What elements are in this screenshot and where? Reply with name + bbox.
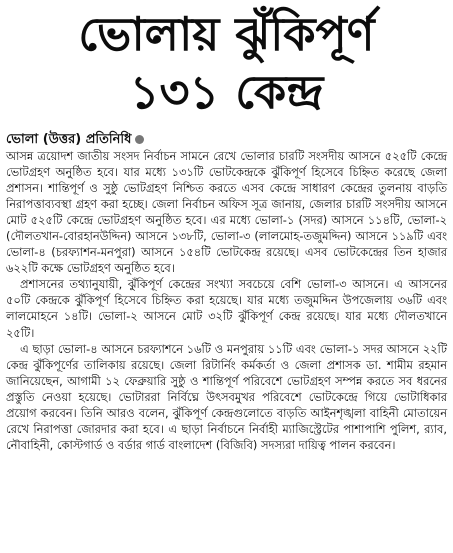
bullet-icon <box>135 135 144 144</box>
paragraph: প্রশাসনের তথ্যানুযায়ী, ঝুঁকিপূর্ণ কেন্দ্রের সংখ্যা সবচেয়ে বেশি ভোলা-৩ আসনে। এ আসনের ৫০টি কেন্দ্রকে ঝুঁকিপূর্ণ হিসেবে চিহ্নিত করা হয়েছে। যার মধ্যে তজুমদ্দিন উপজেলায় ৩৬টি এবং লালমোহনে ১৪টি। ভোলা-২ আসনে মোট ৩২টি ঝুঁকিপূর্ণ কেন্দ্র রয়েছে। যার মধ্যে দৌলতখানে ২৫টি। <box>6 277 447 340</box>
article-body <box>6 148 447 453</box>
paragraph: আসন্ন ত্রয়োদশ জাতীয় সংসদ নির্বাচন সামনে রেখে ভোলার চারটি সংসদীয় আসনে ৫২৫টি কেন্দ্রে ভোটগ্রহণ অনুষ্ঠিত হবে। যার মধ্যে ১৩১টি ভোটকেন্দ্রকে ঝুঁকিপূর্ণ হিসেবে চিহ্নিত করেছে জেলা প্রশাসন। শান্তিপূর্ণ ও সুষ্ঠু ভোটগ্রহণ নিশ্চিত করতে এসব কেন্দ্রে সাধারণ কেন্দ্রের তুলনায় বাড়তি নিরাপত্তাব্যবস্থা গ্রহণ করা হচ্ছে। জেলা নির্বাচন অফিস সূত্র জানায়, জেলার চারটি সংসদীয় আসনে মোট ৫২৫টি কেন্দ্রে ভোটগ্রহণ অনুষ্ঠিত হবে। এর মধ্যে ভোলা-১ (সদর) আসনে ১১৪টি, ভোলা-২ (দৌলতখান-বোরহানউদ্দিন) আসনে ১৩৮টি, ভোলা-৩ (লালমোহ-তজুমদ্দিন) আসনে ১১৯টি এবং ভোলা-৪ (চরফ্যাশন-মনপুরা) আসনে ১৫৪টি ভোটকেন্দ্র রয়েছে। এসব ভোটকেন্দ্রের তিন হাজার ৬২২টি কক্ষে ভোটগ্রহণ অনুষ্ঠিত হবে। <box>6 149 447 276</box>
headline-line-2: ১৩১ কেন্দ্র <box>129 65 324 120</box>
headline-line-1: ভোলায় ঝুঁকিপূর্ণ <box>78 7 375 61</box>
paragraph: এ ছাড়া ভোলা-৪ আসনে চরফ্যাশনে ১৬টি ও মনপুরায় ১১টি এবং ভোলা-১ সদর আসনে ২২টি কেন্দ্র ঝুঁকিপূর্ণের তালিকায় রয়েছে। জেলা রিটার্নিং কর্মকর্তা ও জেলা প্রশাসক ডা. শামীম রহমান জানিয়েছেন, আগামী ১২ ফেব্রুয়ারি সুষ্ঠু ও শান্তিপূর্ণ পরিবেশে ভোটগ্রহণ সম্পন্ন করতে সব ধরনের প্রস্তুতি নেওয়া হয়েছে। ভোটাররা নির্বিঘ্নে উৎসবমুখর পরিবেশে ভোটকেন্দ্রে গিয়ে ভোটাধিকার প্রয়োগ করবেন। তিনি আরও বলেন, ঝুঁকিপূর্ণ কেন্দ্রগুলোতে বাড়তি আইনশৃঙ্খলা বাহিনী মোতায়েন রেখে নিরাপত্তা জোরদার করা হবে। এ ছাড়া নির্বাচনে নির্বাহী ম্যাজিস্ট্রেটের পাশাপাশি পুলিশ, র‍্যাব, নৌবাহিনী, কোস্টগার্ড ও বর্ডার গার্ড বাংলাদেশ (বিজিবি) সদস্যরা দায়িত্ব পালন করবেন। <box>6 341 447 452</box>
byline-text: ভোলা (উত্তর) প্রতিনিধি <box>6 132 132 147</box>
